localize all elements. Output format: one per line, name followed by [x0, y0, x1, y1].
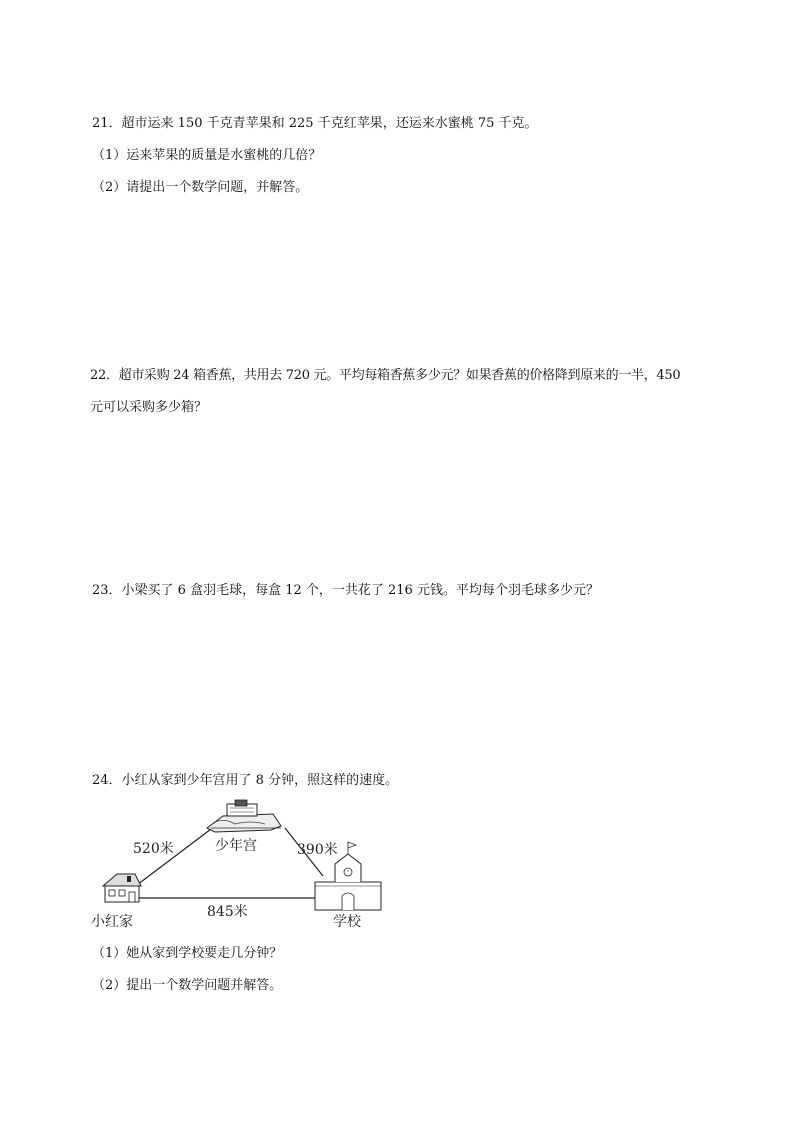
q21-sub2: （2）请提出一个数学问题，并解答。: [92, 180, 309, 195]
route-home-palace: [133, 826, 215, 888]
school-label: 学校: [333, 914, 361, 930]
q24-stem: 24．小红从家到少年宫用了 8 分钟，照这样的速度。: [92, 773, 399, 788]
dist-palace-school-label: 390米: [297, 842, 338, 858]
q22-line2: 元可以采购多少箱？: [90, 400, 208, 415]
q23-stem: 23．小梁买了 6 盒羽毛球，每盒 12 个，一共花了 216 元钱。平均每个羽毛球多少元？: [92, 583, 599, 598]
q21-sub1: （1）运来苹果的质量是水蜜桃的几倍？: [92, 148, 322, 163]
house-icon: [103, 874, 141, 902]
q24-sub1: （1）她从家到学校要走几分钟？: [92, 946, 283, 961]
q21-stem: 21．超市运来 150 千克青苹果和 225 千克红苹果，还运来水蜜桃 75 千克。: [92, 116, 538, 131]
dist-home-palace-label: 520米: [133, 841, 174, 857]
dist-home-school-label: 845米: [207, 904, 248, 920]
q22-line1: 22．超市采购 24 箱香蕉，共用去 720 元。平均每箱香蕉多少元？如果香蕉的价格降到原来的一半，450: [90, 368, 681, 383]
q24-sub2: （2）提出一个数学问题并解答。: [92, 978, 283, 993]
home-label: 小红家: [91, 914, 133, 930]
q24-route-diagram: [85, 798, 395, 938]
youth-palace-icon: [207, 800, 281, 832]
palace-label: 少年宫: [215, 838, 257, 854]
